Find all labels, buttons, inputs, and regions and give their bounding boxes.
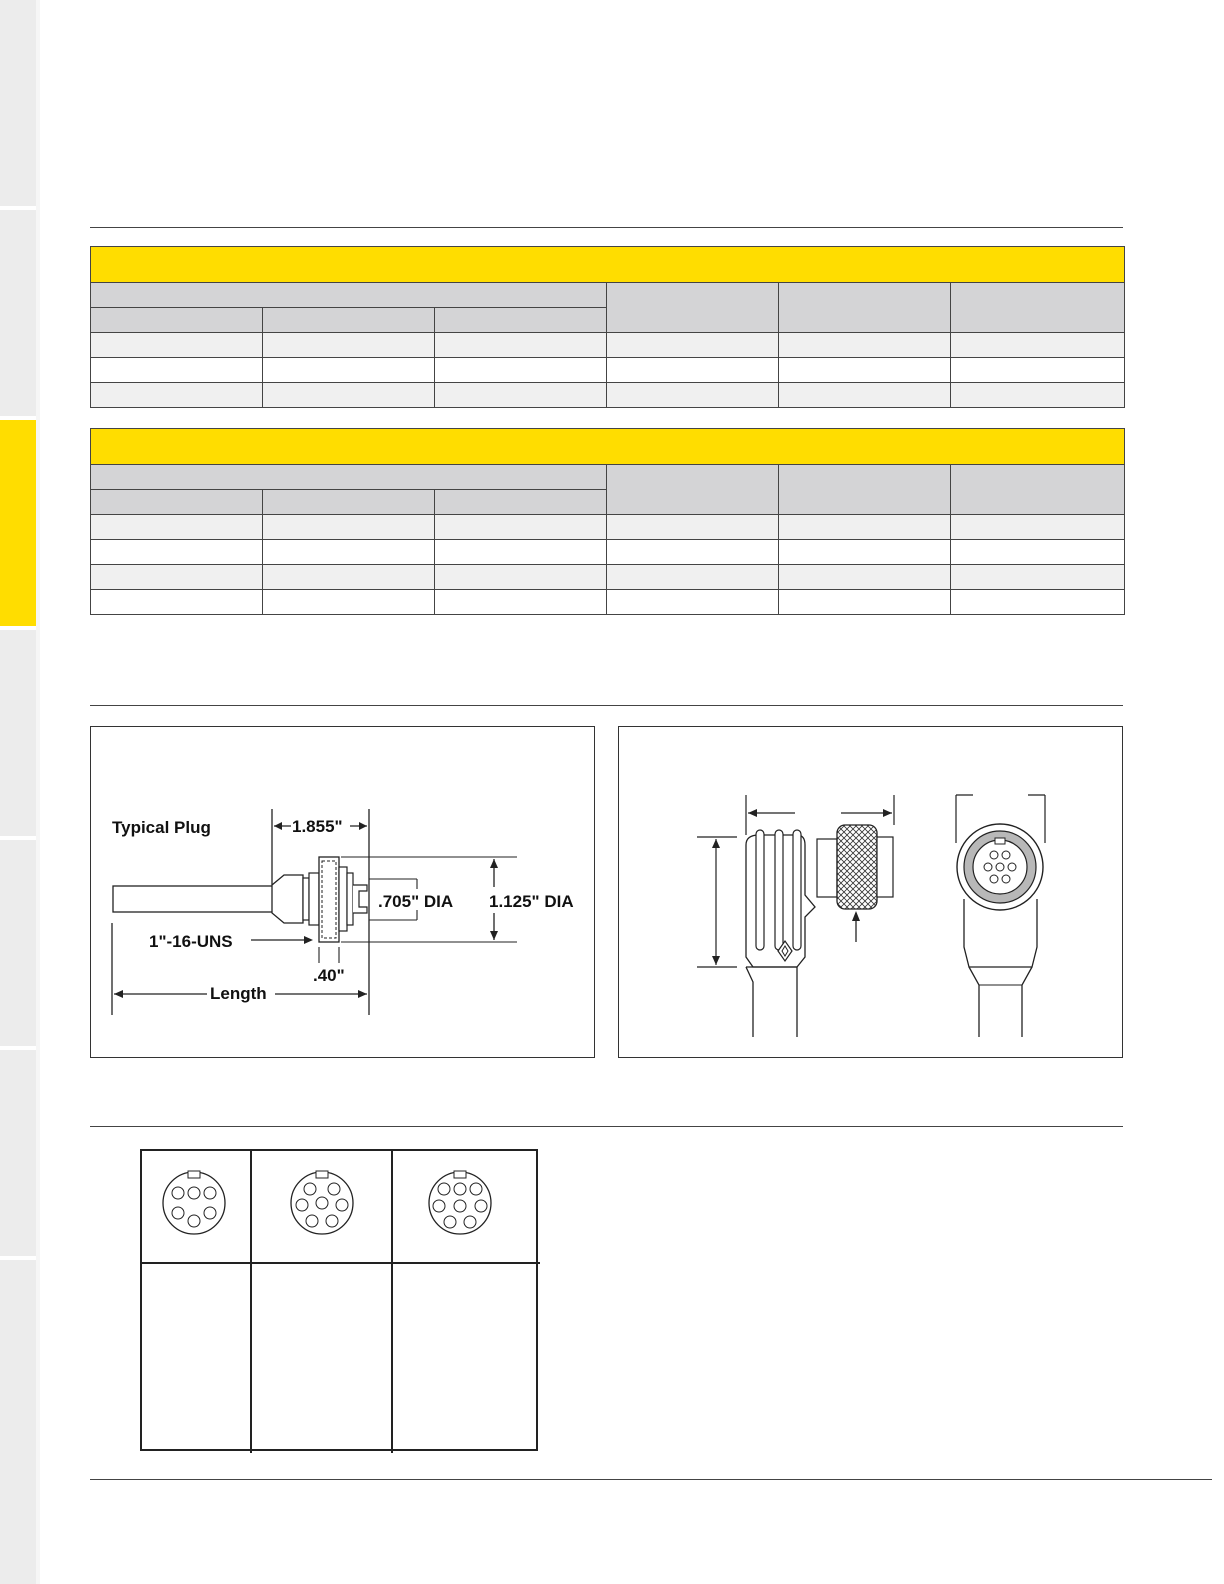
pinout-7-pin-icon: [291, 1171, 353, 1234]
footer-rule: [90, 1479, 1212, 1480]
table-2-subheader: [91, 490, 263, 515]
table-1-col-header: [779, 283, 951, 333]
side-edge: [36, 0, 40, 1584]
table-1-banner: [91, 247, 1125, 283]
table-1-col-header: [951, 283, 1125, 333]
side-tab-7[interactable]: [0, 1260, 36, 1584]
table-1-group-header: [91, 283, 607, 308]
side-tab-3-active[interactable]: [0, 420, 36, 630]
table-row: [91, 565, 1125, 590]
table-1-subheader: [435, 308, 607, 333]
length-label: Length: [210, 984, 267, 1003]
plug-dimension-panel: [90, 726, 595, 1058]
side-tab-1[interactable]: [0, 0, 36, 210]
plug-dimension-drawing: [91, 727, 596, 1059]
right-angle-connector-panel: [618, 726, 1123, 1058]
spec-table-2: [90, 428, 1125, 615]
table-row: [91, 590, 1125, 615]
pinout-8-pin-icon: [429, 1171, 491, 1234]
side-tab-6[interactable]: [0, 1050, 36, 1260]
side-tab-5[interactable]: [0, 840, 36, 1050]
dim-040: .40": [313, 966, 345, 985]
table-row: [91, 540, 1125, 565]
table-row: [91, 383, 1125, 408]
table-1-subheader: [263, 308, 435, 333]
table-2-col-header: [951, 465, 1125, 515]
section-rule-2: [90, 705, 1123, 706]
right-angle-connector-drawing: [619, 727, 1124, 1059]
section-rule-1: [90, 227, 1123, 228]
table-2-col-header: [607, 465, 779, 515]
plug-title: Typical Plug: [112, 818, 211, 837]
section-rule-3: [90, 1126, 1123, 1127]
dim-1855: 1.855": [292, 817, 343, 836]
side-tab-strip: [0, 0, 36, 1584]
table-row: [91, 515, 1125, 540]
side-tab-2[interactable]: [0, 210, 36, 420]
table-2-group-header: [91, 465, 607, 490]
side-tab-4[interactable]: [0, 630, 36, 840]
table-1-col-header: [607, 283, 779, 333]
pinout-6-pin-icon: [163, 1171, 225, 1234]
table-2-banner: [91, 429, 1125, 465]
table-2-subheader: [435, 490, 607, 515]
dim-1125-dia: 1.125" DIA: [489, 892, 574, 911]
table-2-subheader: [263, 490, 435, 515]
table-2-col-header: [779, 465, 951, 515]
pinout-table: [140, 1149, 538, 1451]
dim-705-dia: .705" DIA: [378, 892, 454, 911]
pinout-diagrams: [142, 1151, 540, 1453]
spec-table-1: [90, 246, 1125, 408]
thread-label: 1"-16-UNS: [149, 932, 233, 951]
table-1-subheader: [91, 308, 263, 333]
table-row: [91, 358, 1125, 383]
table-row: [91, 333, 1125, 358]
